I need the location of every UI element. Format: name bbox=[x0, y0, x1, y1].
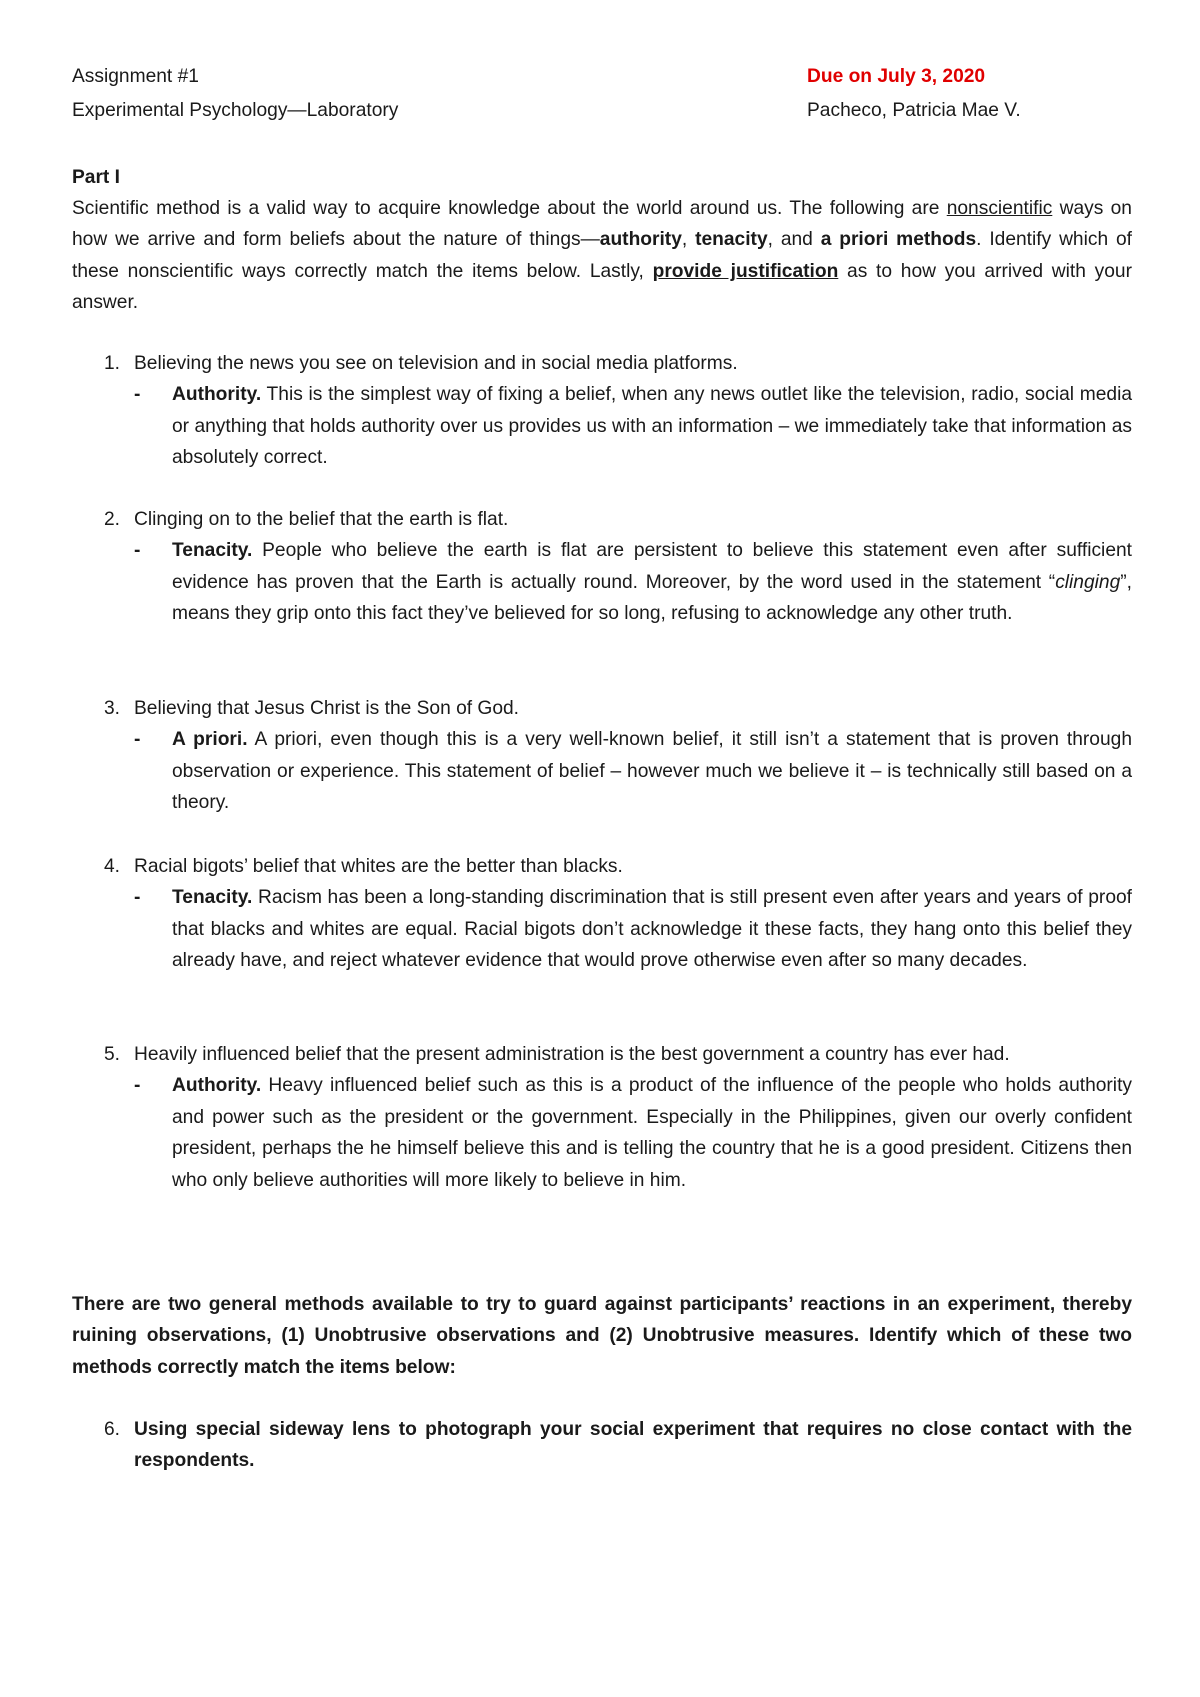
item-number: 6. bbox=[104, 1419, 121, 1440]
intro-text: and bbox=[555, 1325, 610, 1347]
part1-intro bbox=[72, 193, 1132, 319]
intro-text: Scientific method is a valid way to acquire knowledge about the world around us. The following are bbox=[72, 198, 947, 219]
item-number: 5. bbox=[104, 1044, 121, 1065]
item-question: Using special sideway lens to photograph your social experiment that requires no close contact with the respondents. bbox=[134, 1419, 1132, 1472]
item-answer bbox=[134, 379, 1132, 473]
provide-justification: provide justification bbox=[652, 260, 839, 282]
item-number: 2. bbox=[104, 509, 121, 530]
answer-text: Racism has been a long-standing discrimination that is still present even after years and years of proof that blacks and whites are equal. Racial bigots don’t acknowledge it these facts, they hang onto this belief they already have, and reject whatever evidence that would prove otherwise even after so many decades. bbox=[172, 887, 1132, 972]
item-question: Clinging on to the belief that the earth is flat. bbox=[134, 509, 509, 530]
nonscientific-underlined: nonscientific bbox=[946, 198, 1053, 219]
course-name: Experimental Psychology—Laboratory bbox=[72, 100, 399, 121]
item-question: Believing that Jesus Christ is the Son of God. bbox=[134, 698, 520, 719]
intro-text: ways on how we arrive and form beliefs about the nature of things— bbox=[72, 198, 1132, 251]
item-question: Believing the news you see on television and in social media platforms. bbox=[134, 353, 738, 374]
answer-label: A priori. bbox=[172, 729, 248, 751]
item-answer bbox=[134, 724, 1132, 818]
part2-intro bbox=[72, 1289, 1132, 1383]
item-answer bbox=[134, 1070, 1132, 1196]
item-number: 4. bbox=[104, 856, 121, 877]
answer-text: This is the simplest way of fixing a belief, when any news outlet like the television, radio, social media or anything that holds authority over us provides us with an information – we immediately take that information as absolutely correct. bbox=[172, 384, 1132, 469]
answer-text: A priori, even though this is a very well-known belief, it still isn’t a statement that is proven through observation or experience. This statement of belief – however much we believe it – is technically still based on a theory. bbox=[172, 729, 1132, 814]
item-answer bbox=[134, 535, 1132, 629]
dash-bullet: - bbox=[134, 729, 141, 751]
header-row-1 bbox=[72, 66, 1132, 88]
list-item-2 bbox=[72, 504, 1132, 630]
answer-label: Tenacity. bbox=[172, 540, 253, 562]
list-item-6 bbox=[72, 1414, 1132, 1477]
intro-text: . Identify which of these nonscientific ways correctly match the items below. Lastly, bbox=[72, 229, 1132, 282]
term-tenacity: tenacity bbox=[695, 229, 768, 251]
intro-text: . Identify which of these two methods correctly match the items below: bbox=[72, 1325, 1132, 1378]
answer-italic-word: clinging bbox=[1055, 571, 1121, 593]
item-number: 3. bbox=[104, 698, 121, 719]
list-item-3 bbox=[72, 693, 1132, 819]
item-question: Racial bigots’ belief that whites are the better than blacks. bbox=[134, 856, 623, 877]
answer-label: Tenacity. bbox=[172, 887, 253, 909]
list-item-4 bbox=[72, 851, 1132, 977]
answer-text: People who believe the earth is flat are persistent to believe this statement even after sufficient evidence has proven that the Earth is actually round. Moreover, by the word used in the statement “ bbox=[172, 540, 1132, 593]
dash-bullet: - bbox=[134, 384, 141, 406]
dash-bullet: - bbox=[134, 887, 141, 909]
term-apriori: a priori methods bbox=[820, 229, 977, 251]
method-1: (1) Unobtrusive observations bbox=[281, 1325, 556, 1347]
answer-label: Authority. bbox=[172, 1075, 262, 1097]
item-question: Heavily influenced belief that the present administration is the best government a country has ever had. bbox=[134, 1044, 1010, 1065]
item-number: 1. bbox=[104, 353, 121, 374]
intro-text: as to how you arrived with your answer. bbox=[72, 260, 1132, 314]
intro-text: , and bbox=[767, 229, 821, 251]
method-2: (2) Unobtrusive measures bbox=[609, 1325, 854, 1347]
header-row-2 bbox=[72, 100, 1132, 122]
list-item-1 bbox=[72, 348, 1132, 474]
list-item-5 bbox=[72, 1039, 1132, 1196]
answer-text: Heavy influenced belief such as this is a product of the influence of the people who holds authority and power such as the president or the government. Especially in the Philippines, given our overly confident president, perhaps the he himself believe this and is telling the country that he is a good president. Citizens then who only believe authorities will more likely to believe in him. bbox=[172, 1075, 1132, 1191]
due-date: Due on July 3, 2020 bbox=[807, 66, 986, 87]
intro-text: , bbox=[681, 229, 696, 251]
part1-title: Part I bbox=[72, 167, 120, 188]
term-authority: authority bbox=[599, 229, 682, 251]
item-answer bbox=[134, 882, 1132, 976]
assignment-title: Assignment #1 bbox=[72, 66, 199, 87]
answer-text: ”, means they grip onto this fact they’ve believed for so long, refusing to acknowledge any other truth. bbox=[172, 571, 1132, 625]
answer-label: Authority. bbox=[172, 384, 262, 406]
student-name: Pacheco, Patricia Mae V. bbox=[807, 100, 1021, 121]
dash-bullet: - bbox=[134, 1075, 141, 1097]
intro-text: There are two general methods available to try to guard against participants’ reactions in an experiment, thereby ruining observations, bbox=[72, 1294, 1132, 1347]
dash-bullet: - bbox=[134, 540, 141, 562]
